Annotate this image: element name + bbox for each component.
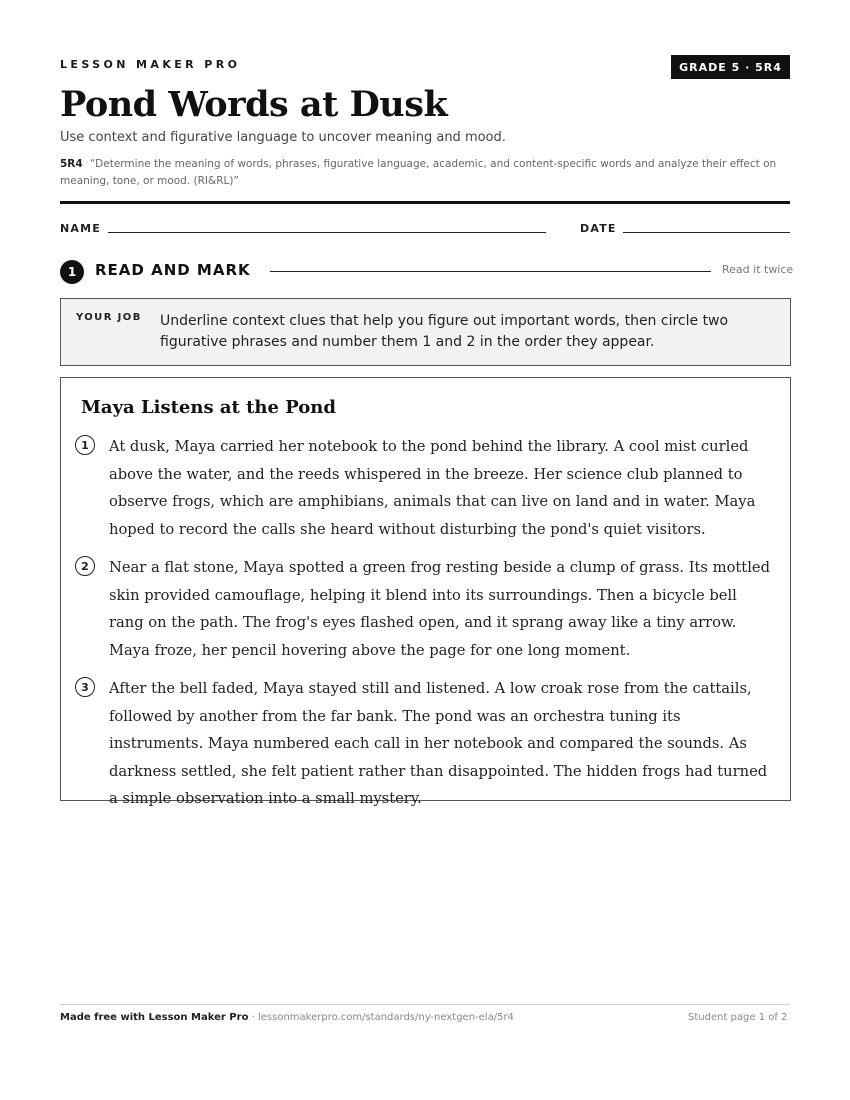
paragraph-text: At dusk, Maya carried her notebook to the pond behind the library. A cool mist curled above the water, and the reeds whispered in the breeze. Her science club planned to observe frogs, which are amphibians, animals that can live on land and in water. Maya hoped to record the calls she heard without disturbing the pond's quiet visitors.	[109, 438, 756, 538]
paragraph-text: After the bell faded, Maya stayed still and listened. A low croak rose from the cattails, followed by another from the far bank. The pond was an orchestra tuning its instruments. Maya numbered each call in her notebook and compared the sounds. As darkness settled, she felt patient rather than disappointed. The hidden frogs had turned a simple observation into a small mystery.	[109, 680, 768, 807]
footer-url: · lessonmakerpro.com/standards/ny-nextgen-ela/5r4	[248, 1012, 514, 1023]
section-divider	[270, 271, 711, 272]
section-title: READ AND MARK	[95, 261, 251, 279]
footer-divider	[60, 1004, 790, 1005]
brand-name: LESSON MAKER PRO	[60, 58, 241, 71]
date-label: DATE	[580, 222, 617, 235]
header-divider	[60, 201, 790, 204]
standard-description	[60, 156, 795, 190]
page-indicator: Student page 1 of 2	[688, 1012, 788, 1023]
standard-code: 5R4	[60, 158, 83, 170]
section-number-badge: 1	[60, 260, 84, 284]
grade-badge: GRADE 5 · 5R4	[671, 55, 790, 79]
name-label: NAME	[60, 222, 101, 235]
page-title: Pond Words at Dusk	[60, 84, 448, 125]
paragraph-number: 1	[75, 435, 95, 455]
reading-passage	[60, 377, 791, 807]
footer-made-with: Made free with Lesson Maker Pro	[60, 1012, 249, 1023]
your-job-instructions: Underline context clues that help you figure out important words, then circle two figurative phrases and number them 1 and 2 in the order they appear.	[160, 313, 729, 350]
your-job-box	[60, 298, 791, 366]
standard-text: “Determine the meaning of words, phrases, figurative language, academic, and content-specific words and analyze their effect on meaning, tone, or mood. (RI&RL)”	[60, 158, 777, 187]
footer-credit	[60, 1012, 514, 1023]
paragraph-number: 3	[75, 677, 95, 697]
paragraph-text: Near a flat stone, Maya spotted a green frog resting beside a clump of grass. Its mottled skin provided camouflage, helping it blend into its surroundings. Then a bicycle bell rang on the path. The frog's eyes flashed open, and it sprang away like a tiny arrow. Maya froze, her pencil hovering above the page for one long moment.	[109, 559, 771, 659]
page-subtitle: Use context and figurative language to uncover meaning and mood.	[60, 130, 506, 145]
section-note: Read it twice	[722, 263, 794, 276]
passage-title: Maya Listens at the Pond	[81, 397, 336, 418]
your-job-label: YOUR JOB	[76, 312, 142, 323]
date-field[interactable]	[623, 232, 790, 233]
paragraph-number: 2	[75, 556, 95, 576]
name-field[interactable]	[108, 232, 546, 233]
